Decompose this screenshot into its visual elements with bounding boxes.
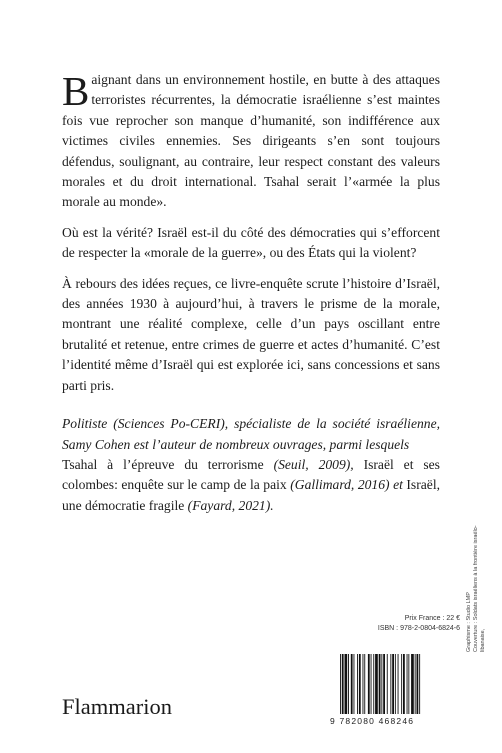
isbn-label: ISBN : 978-2-0804-6824-6 xyxy=(377,625,460,632)
barcode-bar xyxy=(415,654,416,714)
barcode-bar xyxy=(373,654,374,714)
barcode-bar xyxy=(357,654,358,714)
paragraph-summary: À rebours des idées reçues, ce livre-enquête scrute l’histoire d’Israël, des années 1930 à aujourd’hui, à travers le prisme de la morale, montrant une réalité complexe, celle d’un pays oscillant entre brutalité et retenue, entre crimes de guerre et actes d’humanité. C’est l’identité même d’Israël qui est explorée ici, sans concessions et sans parti pris. xyxy=(62,275,440,393)
credit-design: Graphisme : Studio LMP xyxy=(466,592,472,652)
barcode-bar xyxy=(354,654,355,714)
barcode-bar xyxy=(392,654,394,714)
paragraph-intro-text: aignant dans un environnement hostile, en butte à des attaques terroristes récurrentes, la démocratie israélienne s’est maintes fois vue reprocher son manque d’humanité, son indifférence aux victimes civiles ennemies. Ses dirigeants s’en sont toujours défendus, soulignant, au contraire, leur respect constant des valeurs morales et du droit international. Tsahal serait l’«armée la plus morale au monde». xyxy=(62,72,440,210)
price-info xyxy=(368,614,460,634)
barcode-bar xyxy=(411,654,414,714)
barcode-bar xyxy=(401,654,402,714)
author-bio-works xyxy=(62,455,440,516)
credit-photo: Couverture : Soldats israéliens à la frontière israélo-libanaise, xyxy=(473,525,486,652)
book-publisher-2: (Gallimard, 2016) et xyxy=(286,477,407,493)
barcode-bar xyxy=(383,654,385,714)
cover-credits xyxy=(466,512,488,652)
barcode-bar xyxy=(342,654,344,714)
barcode-bar xyxy=(348,654,349,714)
author-bio-intro: Politiste (Sciences Po-CERI), spécialiste de la société israélienne, Samy Cohen est l’auteur de nombreux ouvrages, parmi lesquels xyxy=(62,416,440,452)
barcode-bar xyxy=(381,654,382,714)
barcode-bar xyxy=(407,654,408,714)
barcode-bar xyxy=(340,654,341,714)
barcode-bar xyxy=(368,654,370,714)
barcode-bar xyxy=(390,654,391,714)
barcode-bar xyxy=(419,654,420,714)
barcode-bar xyxy=(387,654,388,714)
barcode-bar xyxy=(351,654,353,714)
publisher-name: Flammarion xyxy=(62,694,172,719)
barcode-bars xyxy=(338,654,446,716)
barcode-bar xyxy=(359,654,361,714)
paragraph-intro xyxy=(62,70,440,213)
blurb-text xyxy=(62,70,440,516)
barcode-bar xyxy=(408,654,409,714)
barcode-bar xyxy=(363,654,364,714)
book-title-1: Tsahal à l’épreuve du terrorisme xyxy=(62,456,264,472)
price-label: Prix France : 22 € xyxy=(404,615,460,622)
barcode-image xyxy=(338,654,446,716)
barcode-bar xyxy=(403,654,405,714)
barcode-bar xyxy=(371,654,372,714)
drop-cap: B xyxy=(62,68,90,114)
barcode-bar xyxy=(395,654,396,714)
paragraph-question: Où est la vérité? Israël est-il du côté des démocraties qui s’efforcent de respecter la «morale de la guerre», ou des États qui la violent? xyxy=(62,224,440,261)
author-bio xyxy=(62,414,440,516)
book-publisher-1: (Seuil, 2009), xyxy=(263,456,364,472)
book-publisher-3: (Fayard, 2021). xyxy=(184,497,274,513)
book-title-2: Israël et ses colombes: enquête sur le camp de la paix xyxy=(62,456,440,493)
book-title-3: Israël, une démocratie fragile xyxy=(62,477,440,513)
barcode-bar xyxy=(417,654,419,714)
barcode-number: 9 782080 468246 xyxy=(330,716,415,726)
barcode-bar xyxy=(379,654,381,714)
barcode-bar xyxy=(398,654,399,714)
barcode-bar xyxy=(345,654,348,714)
barcode-bar xyxy=(375,654,378,714)
barcode-bar xyxy=(364,654,365,714)
